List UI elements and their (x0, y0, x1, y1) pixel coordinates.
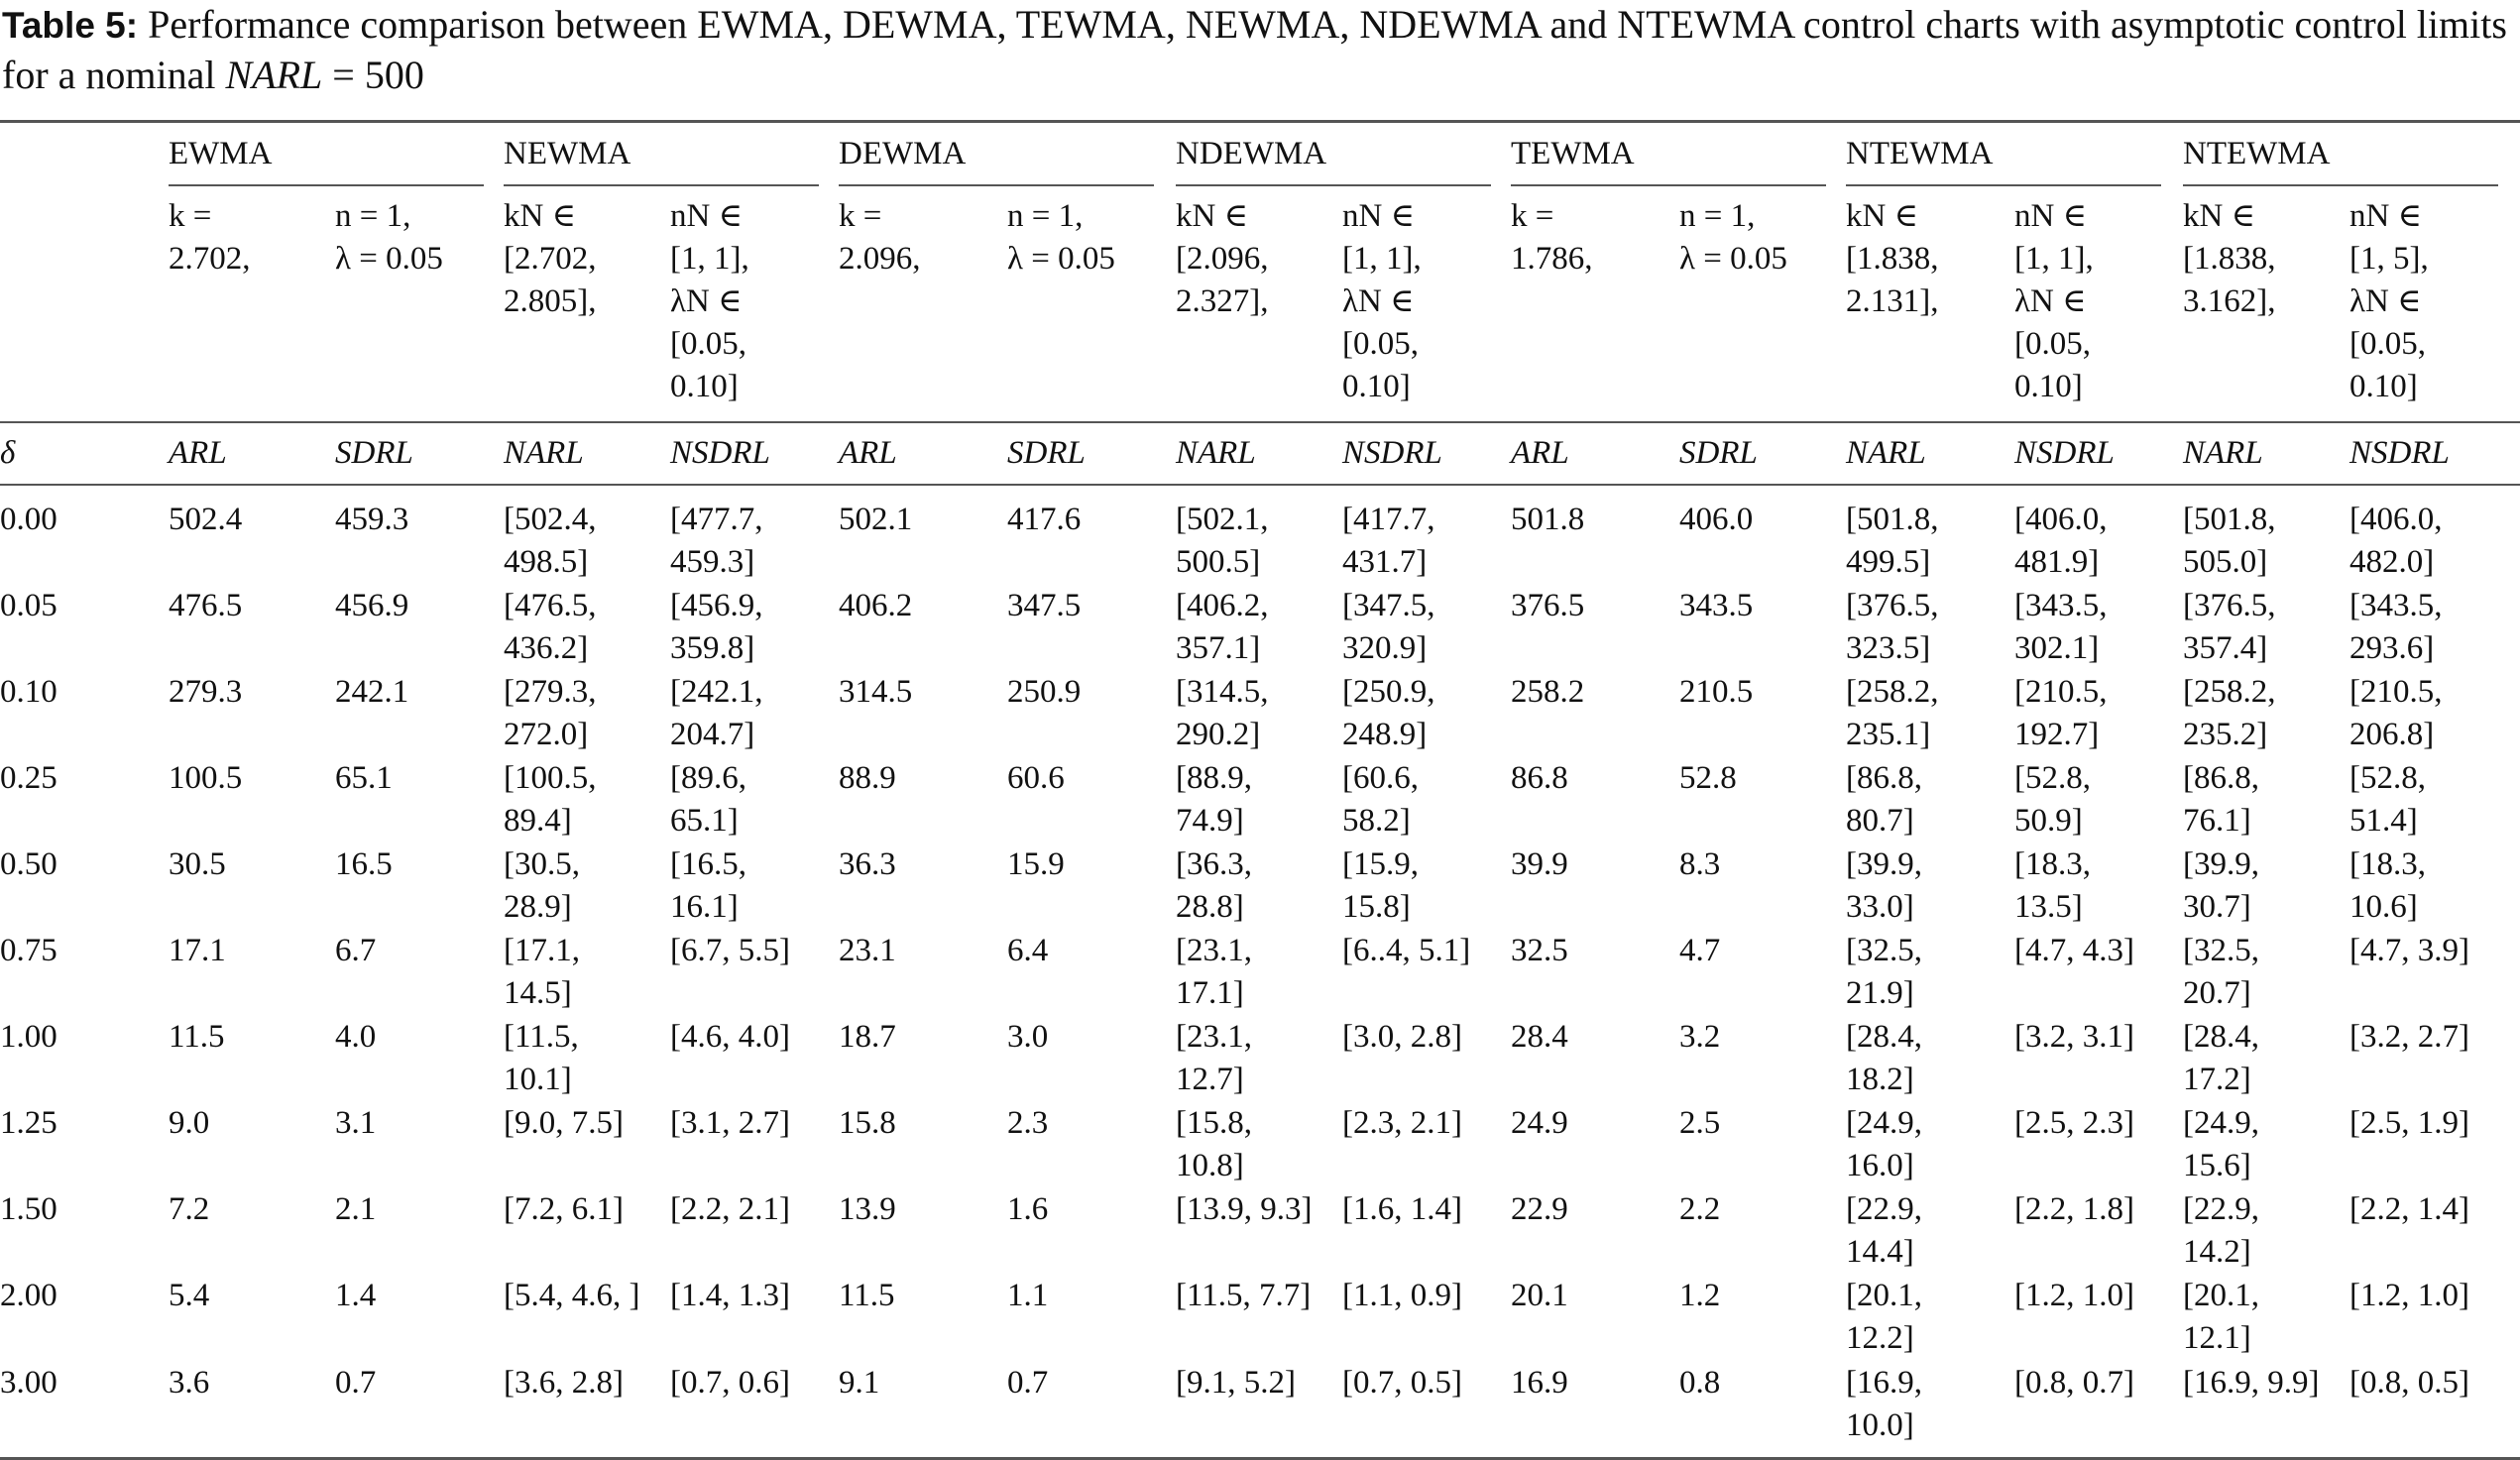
table-cell: 36.3 (839, 846, 896, 882)
delta-cell: 0.25 (0, 760, 57, 796)
param-cell: n = 1, λ = 0.05 (1007, 198, 1115, 277)
table-cell: 15.9 (1007, 846, 1065, 882)
metric-header: ARL (839, 435, 897, 471)
table-cell: [210.5, 192.7] (2014, 674, 2108, 752)
table-cell: [23.1, 12.7] (1176, 1019, 1252, 1097)
table-cell: 476.5 (169, 588, 243, 623)
param-cell: nN ∈ [1, 1], λN ∈ [0.05, 0.10] (2014, 198, 2094, 404)
params-bottom-rule (0, 421, 2520, 423)
metric-header: NSDRL (670, 435, 770, 471)
table-cell: 6.4 (1007, 933, 1049, 968)
table-cell: [24.9, 16.0] (1846, 1105, 1922, 1183)
metric-header: SDRL (1679, 435, 1758, 471)
table-top-rule (0, 120, 2520, 123)
table-cell: [2.3, 2.1] (1342, 1105, 1462, 1141)
param-cell: nN ∈ [1, 5], λN ∈ [0.05, 0.10] (2349, 198, 2429, 404)
table-cell: 210.5 (1679, 674, 1754, 710)
metric-header: NARL (1846, 435, 1926, 471)
table-cell: [11.5, 10.1] (504, 1019, 579, 1097)
table-cell: 5.4 (169, 1278, 210, 1313)
metric-header: NSDRL (2014, 435, 2115, 471)
param-cell: kN ∈ [2.096, 2.327], (1176, 198, 1269, 319)
param-cell: k = 2.096, (839, 198, 921, 277)
table-cell: [7.2, 6.1] (504, 1191, 624, 1227)
table-cell: 9.1 (839, 1365, 880, 1401)
table-cell: [32.5, 21.9] (1846, 933, 1922, 1011)
group-underline (1176, 184, 1491, 186)
table-cell: [3.0, 2.8] (1342, 1019, 1462, 1055)
table-cell: 17.1 (169, 933, 226, 968)
delta-header: δ (0, 435, 16, 471)
table-cell: [11.5, 7.7] (1176, 1278, 1312, 1313)
metric-header: NARL (2183, 435, 2263, 471)
table-cell: [406.0, 481.9] (2014, 502, 2108, 580)
delta-cell: 0.05 (0, 588, 57, 623)
table-cell: [17.1, 14.5] (504, 933, 580, 1011)
table-cell: 502.1 (839, 502, 913, 537)
table-cell: 406.2 (839, 588, 913, 623)
metric-header: SDRL (335, 435, 413, 471)
table-cell: [3.2, 3.1] (2014, 1019, 2134, 1055)
table-cell: [2.5, 2.3] (2014, 1105, 2134, 1141)
group-header: NTEWMA (1846, 136, 1994, 171)
table-cell: 376.5 (1511, 588, 1585, 623)
table-cell: 406.0 (1679, 502, 1754, 537)
delta-cell: 3.00 (0, 1365, 57, 1401)
caption-text: Performance comparison between EWMA, DEWMA, TEWMA, NEWMA, NDEWMA and NTEWMA control charts with asymptotic control limits for a nominal (2, 2, 2507, 97)
table-cell: [210.5, 206.8] (2349, 674, 2443, 752)
table-cell: [2.2, 1.8] (2014, 1191, 2134, 1227)
table-cell: [406.0, 482.0] (2349, 502, 2443, 580)
table-cell: [1.1, 0.9] (1342, 1278, 1462, 1313)
table-cell: 1.4 (335, 1278, 377, 1313)
table-label: Table 5: (2, 5, 139, 46)
table-cell: [9.0, 7.5] (504, 1105, 624, 1141)
delta-cell: 0.00 (0, 502, 57, 537)
table-cell: [1.2, 1.0] (2349, 1278, 2469, 1313)
table-cell: [2.5, 1.9] (2349, 1105, 2469, 1141)
table-cell: 4.0 (335, 1019, 377, 1055)
table-cell: [347.5, 320.9] (1342, 588, 1435, 666)
table-caption (2, 0, 2510, 100)
table-cell: [52.8, 51.4] (2349, 760, 2426, 839)
table-cell: 28.4 (1511, 1019, 1568, 1055)
table-cell: 32.5 (1511, 933, 1568, 968)
table-cell: [0.8, 0.5] (2349, 1365, 2469, 1401)
table-cell: 9.0 (169, 1105, 210, 1141)
table-cell: 39.9 (1511, 846, 1568, 882)
table-cell: [501.8, 499.5] (1846, 502, 1939, 580)
table-cell: [15.8, 10.8] (1176, 1105, 1252, 1183)
caption-italic-term: NARL (225, 53, 323, 97)
table-cell: [4.6, 4.0] (670, 1019, 790, 1055)
table-cell: 3.6 (169, 1365, 210, 1401)
delta-cell: 1.00 (0, 1019, 57, 1055)
table-cell: 459.3 (335, 502, 409, 537)
param-cell: nN ∈ [1, 1], λN ∈ [0.05, 0.10] (670, 198, 749, 404)
table-cell: [28.4, 18.2] (1846, 1019, 1922, 1097)
table-cell: 1.1 (1007, 1278, 1049, 1313)
table-cell: 3.0 (1007, 1019, 1049, 1055)
table-cell: [0.8, 0.7] (2014, 1365, 2134, 1401)
table-cell: [502.4, 498.5] (504, 502, 597, 580)
table-cell: [88.9, 74.9] (1176, 760, 1252, 839)
param-cell: n = 1, λ = 0.05 (335, 198, 443, 277)
table-cell: 250.9 (1007, 674, 1082, 710)
table-cell: [6..4, 5.1] (1342, 933, 1471, 968)
metric-header: NSDRL (1342, 435, 1442, 471)
table-cell: [86.8, 76.1] (2183, 760, 2259, 839)
delta-cell: 1.50 (0, 1191, 57, 1227)
table-cell: 0.8 (1679, 1365, 1721, 1401)
table-cell: 501.8 (1511, 502, 1585, 537)
metric-header-bottom-rule (0, 484, 2520, 486)
delta-cell: 2.00 (0, 1278, 57, 1313)
table-cell: [3.1, 2.7] (670, 1105, 790, 1141)
delta-cell: 1.25 (0, 1105, 57, 1141)
table-cell: [9.1, 5.2] (1176, 1365, 1296, 1401)
table-cell: [18.3, 10.6] (2349, 846, 2426, 925)
table-cell: [279.3, 272.0] (504, 674, 597, 752)
table-cell: [250.9, 248.9] (1342, 674, 1435, 752)
metric-header: NARL (504, 435, 584, 471)
table-cell: 0.7 (1007, 1365, 1049, 1401)
table-cell: [343.5, 293.6] (2349, 588, 2443, 666)
table-cell: [376.5, 323.5] (1846, 588, 1939, 666)
table-cell: 65.1 (335, 760, 393, 796)
table-cell: [3.2, 2.7] (2349, 1019, 2469, 1055)
param-cell: kN ∈ [2.702, 2.805], (504, 198, 597, 319)
table-cell: 20.1 (1511, 1278, 1568, 1313)
delta-cell: 0.10 (0, 674, 57, 710)
group-header: NEWMA (504, 136, 631, 171)
table-cell: 279.3 (169, 674, 243, 710)
table-cell: [16.5, 16.1] (670, 846, 746, 925)
table-cell: 11.5 (839, 1278, 895, 1313)
table-cell: 1.6 (1007, 1191, 1049, 1227)
table-cell: [22.9, 14.2] (2183, 1191, 2259, 1270)
delta-cell: 0.75 (0, 933, 57, 968)
table-cell: [0.7, 0.5] (1342, 1365, 1462, 1401)
table-cell: [242.1, 204.7] (670, 674, 763, 752)
table-cell: [1.2, 1.0] (2014, 1278, 2134, 1313)
metric-header: ARL (1511, 435, 1569, 471)
table-cell: [1.4, 1.3] (670, 1278, 790, 1313)
delta-cell: 0.50 (0, 846, 57, 882)
table-cell: [30.5, 28.9] (504, 846, 580, 925)
table-cell: [18.3, 13.5] (2014, 846, 2091, 925)
table-cell: [1.6, 1.4] (1342, 1191, 1462, 1227)
table-cell: 3.2 (1679, 1019, 1721, 1055)
table-cell: 1.2 (1679, 1278, 1721, 1313)
table-cell: 2.3 (1007, 1105, 1049, 1141)
table-cell: [2.2, 1.4] (2349, 1191, 2469, 1227)
group-underline (1511, 184, 1826, 186)
table-cell: 2.2 (1679, 1191, 1721, 1227)
table-cell: 30.5 (169, 846, 226, 882)
group-header: NDEWMA (1176, 136, 1327, 171)
table-cell: 347.5 (1007, 588, 1082, 623)
group-underline (1846, 184, 2161, 186)
group-header: DEWMA (839, 136, 967, 171)
table-cell: [24.9, 15.6] (2183, 1105, 2259, 1183)
param-cell: kN ∈ [1.838, 2.131], (1846, 198, 1939, 319)
table-cell: 8.3 (1679, 846, 1721, 882)
table-cell: 314.5 (839, 674, 913, 710)
table-cell: [6.7, 5.5] (670, 933, 790, 968)
table-cell: [477.7, 459.3] (670, 502, 763, 580)
param-cell: nN ∈ [1, 1], λN ∈ [0.05, 0.10] (1342, 198, 1422, 404)
table-cell: [60.6, 58.2] (1342, 760, 1419, 839)
table-cell: [39.9, 30.7] (2183, 846, 2259, 925)
table-cell: 6.7 (335, 933, 377, 968)
table-cell: 2.5 (1679, 1105, 1721, 1141)
table-cell: 86.8 (1511, 760, 1568, 796)
table-cell: [22.9, 14.4] (1846, 1191, 1922, 1270)
caption-text-end: = 500 (322, 53, 424, 97)
table-cell: [417.7, 431.7] (1342, 502, 1435, 580)
table-cell: [376.5, 357.4] (2183, 588, 2276, 666)
table-cell: 417.6 (1007, 502, 1082, 537)
table-cell: [32.5, 20.7] (2183, 933, 2259, 1011)
param-cell: n = 1, λ = 0.05 (1679, 198, 1787, 277)
table-cell: 22.9 (1511, 1191, 1568, 1227)
table-cell: 13.9 (839, 1191, 896, 1227)
table-cell: [501.8, 505.0] (2183, 502, 2276, 580)
table-cell: 16.9 (1511, 1365, 1568, 1401)
table-cell: [502.1, 500.5] (1176, 502, 1269, 580)
table-cell: [28.4, 17.2] (2183, 1019, 2259, 1097)
table-cell: [4.7, 4.3] (2014, 933, 2134, 968)
table-cell: [456.9, 359.8] (670, 588, 763, 666)
table-cell: [23.1, 17.1] (1176, 933, 1252, 1011)
table-cell: [3.6, 2.8] (504, 1365, 624, 1401)
param-cell: kN ∈ [1.838, 3.162], (2183, 198, 2276, 319)
table-cell: [2.2, 2.1] (670, 1191, 790, 1227)
table-cell: [15.9, 15.8] (1342, 846, 1419, 925)
table-cell: [476.5, 436.2] (504, 588, 597, 666)
group-header: EWMA (169, 136, 273, 171)
table-cell: 456.9 (335, 588, 409, 623)
table-cell: [100.5, 89.4] (504, 760, 597, 839)
table-cell: 52.8 (1679, 760, 1737, 796)
table-cell: 24.9 (1511, 1105, 1568, 1141)
table-cell: [258.2, 235.1] (1846, 674, 1939, 752)
table-cell: [20.1, 12.2] (1846, 1278, 1922, 1356)
table-cell: [0.7, 0.6] (670, 1365, 790, 1401)
metric-header: NSDRL (2349, 435, 2450, 471)
param-cell: k = 1.786, (1511, 198, 1593, 277)
table-cell: [343.5, 302.1] (2014, 588, 2108, 666)
metric-header: NARL (1176, 435, 1256, 471)
table-cell: 7.2 (169, 1191, 210, 1227)
table-cell: [20.1, 12.1] (2183, 1278, 2259, 1356)
table-cell: [16.9, 9.9] (2183, 1365, 2320, 1401)
table-cell: 16.5 (335, 846, 393, 882)
table-cell: 11.5 (169, 1019, 225, 1055)
table-cell: 88.9 (839, 760, 896, 796)
table-cell: [406.2, 357.1] (1176, 588, 1269, 666)
table-cell: [16.9, 10.0] (1846, 1365, 1922, 1443)
metric-header: SDRL (1007, 435, 1086, 471)
group-underline (169, 184, 484, 186)
table-cell: [5.4, 4.6, ] (504, 1278, 640, 1313)
param-cell: k = 2.702, (169, 198, 251, 277)
table-cell: 343.5 (1679, 588, 1754, 623)
metric-header: ARL (169, 435, 227, 471)
table-cell: 242.1 (335, 674, 409, 710)
table-cell: 502.4 (169, 502, 243, 537)
group-header: NTEWMA (2183, 136, 2331, 171)
table-cell: [314.5, 290.2] (1176, 674, 1269, 752)
table-cell: 3.1 (335, 1105, 377, 1141)
table-cell: 4.7 (1679, 933, 1721, 968)
table-cell: [4.7, 3.9] (2349, 933, 2469, 968)
table-cell: 258.2 (1511, 674, 1585, 710)
table-cell: [13.9, 9.3] (1176, 1191, 1313, 1227)
table-cell: 18.7 (839, 1019, 896, 1055)
table-cell: [86.8, 80.7] (1846, 760, 1922, 839)
table-cell: 15.8 (839, 1105, 896, 1141)
table-cell: [258.2, 235.2] (2183, 674, 2276, 752)
table-cell: [89.6, 65.1] (670, 760, 746, 839)
table-cell: 2.1 (335, 1191, 377, 1227)
table-cell: 0.7 (335, 1365, 377, 1401)
table-cell: [39.9, 33.0] (1846, 846, 1922, 925)
group-header: TEWMA (1511, 136, 1635, 171)
table-cell: 60.6 (1007, 760, 1065, 796)
table-cell: 100.5 (169, 760, 243, 796)
group-underline (504, 184, 819, 186)
group-underline (839, 184, 1154, 186)
table-cell: [52.8, 50.9] (2014, 760, 2091, 839)
table-cell: 23.1 (839, 933, 896, 968)
table-cell: [36.3, 28.8] (1176, 846, 1252, 925)
group-underline (2183, 184, 2498, 186)
